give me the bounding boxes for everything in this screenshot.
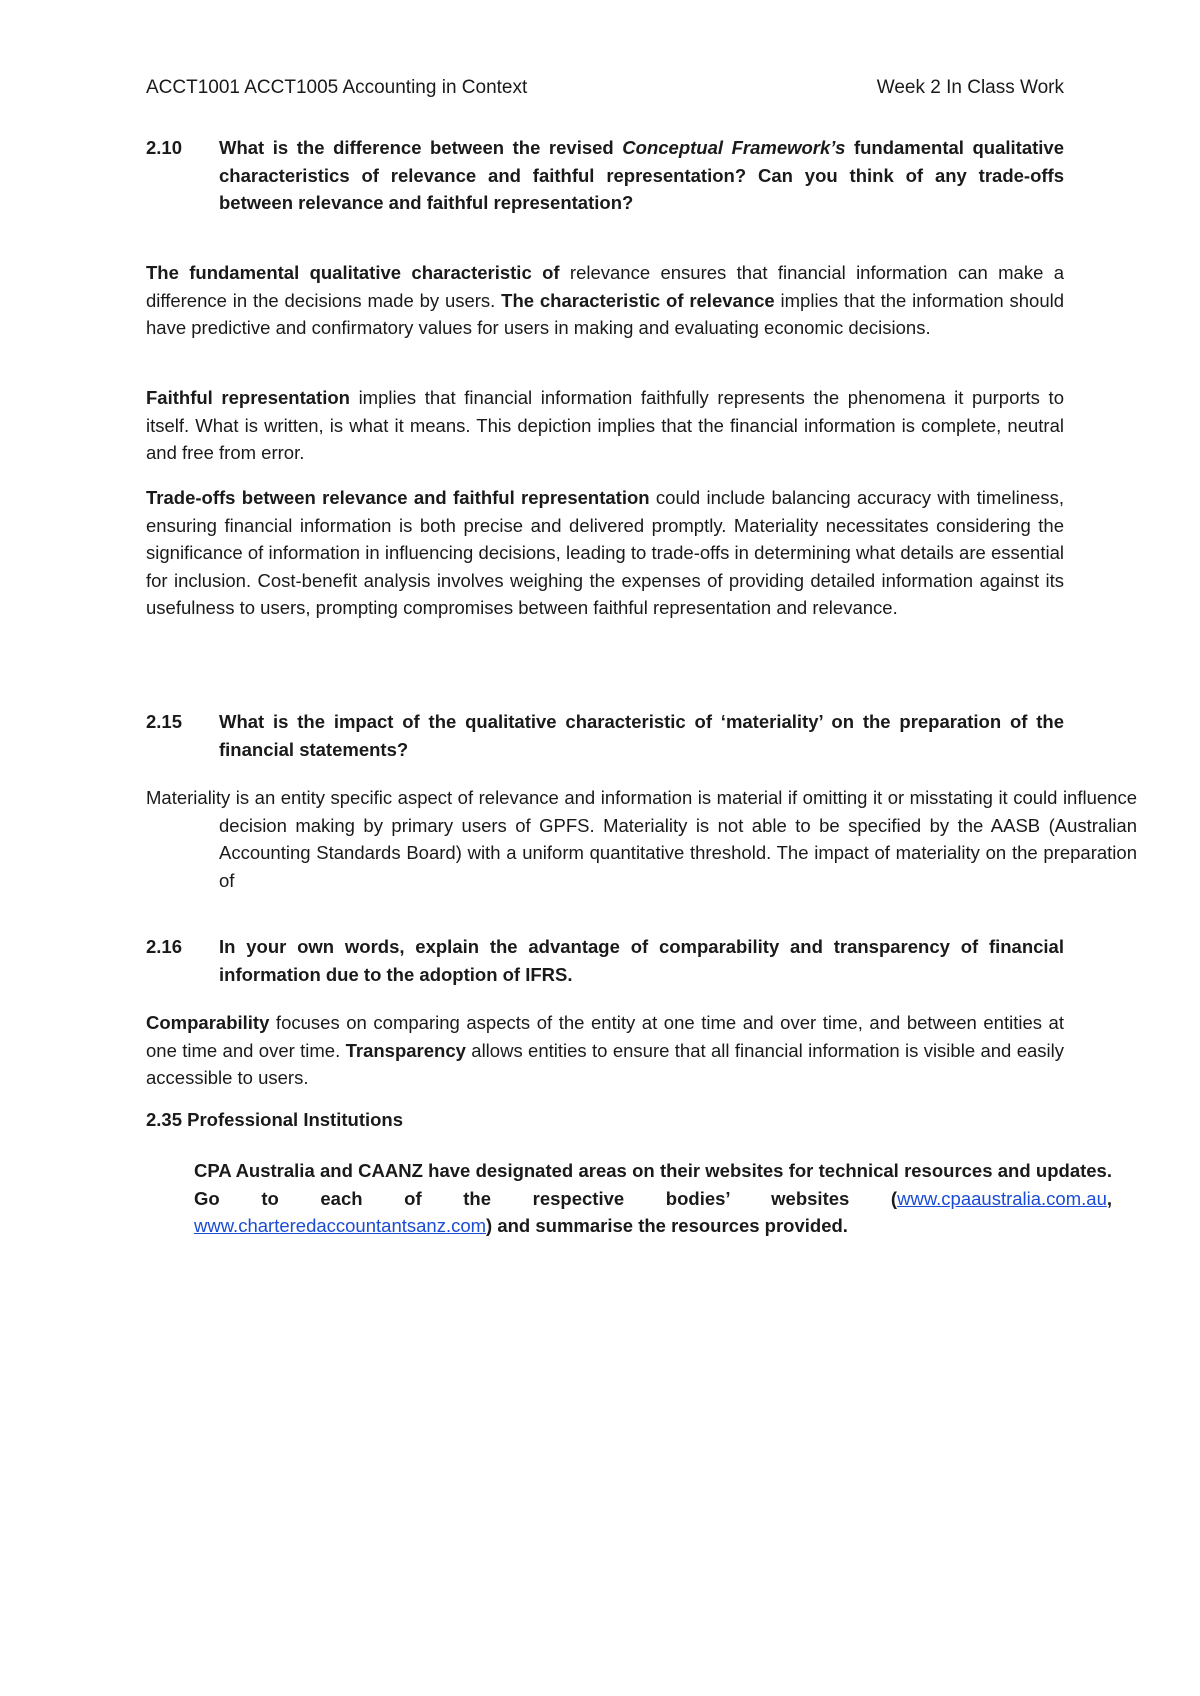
answer-2-10-relevance: The fundamental qualitative characteristic of relevance ensures that financial information can make a difference in the decisions made by users. The characteristic of relevance implies that the information should have predictive and confirmatory values for users in making and evaluating economic decisions. [146,262,1065,338]
answer-2-10-tradeoffs: Trade-offs between relevance and faithful representation could include balancing accuracy with timeliness, ensuring financial information is both precise and delivered promptly. Materiality necessitates considering the significance of information in influencing decisions, leading to trade-offs in determining what details are essential for inclusion. Cost-benefit analysis involves weighing the expenses of providing detailed information against its usefulness to users, prompting compromises between faithful representation and relevance. [146,487,1064,618]
header-week-label: Week 2 In Class Work [876,77,1064,98]
running-header [146,76,1064,100]
question-2-15 [146,708,1064,763]
question-text: What is the impact of the qualitative characteristic of ‘materiality’ on the preparation of the financial statements? [219,711,1064,760]
answer-2-10-faithful: Faithful representation implies that financial information faithfully represents the phenomena it purports to itself. What is written, is what it means. This depiction implies that the financial information is complete, neutral and free from error. [146,387,1064,463]
cpa-australia-link[interactable]: www.cpaaustralia.com.au [897,1187,1107,1209]
question-2-16 [146,933,1064,988]
question-2-35-heading: 2.35 Professional Institutions [146,1109,404,1130]
question-2-35-text: CPA Australia and CAANZ have designated areas on their websites for technical resources and updates. Go to each of the respective bodies’ websites (www.cpaaustralia.com.au, www.charteredaccountantsanz.com) and summarise the resources provided. [194,1160,1112,1236]
answer-2-15: Materiality is an entity specific aspect of relevance and information is material if omitting it or misstating it could influence decision making by primary users of GPFS. Materiality is not able to be specified by the AASB (Australian Accounting Standards Board) with a uniform quantitative threshold. The impact of materiality on the preparation of [146,787,1137,891]
caanz-link[interactable]: www.charteredaccountantsanz.com [194,1215,487,1236]
question-text: What is the difference between the revised Conceptual Framework’s fundamental qualitative characteristics of relevance and faithful representation? Can you think of any trade-offs between relevance and faithful representation? [219,137,1064,213]
header-course-title: ACCT1001 ACCT1005 Accounting in Context [146,77,528,98]
question-number: 2.16 [146,936,183,957]
question-2-10 [146,134,1064,217]
answer-2-16: Comparability focuses on comparing aspects of the entity at one time and over time, and between entities at one time and over time. Transparency allows entities to ensure that all financial information is visible and easily accessible to users. [146,1012,1065,1088]
question-number: 2.15 [146,711,183,732]
question-text: In your own words, explain the advantage of comparability and transparency of financial information due to the adoption of IFRS. [219,936,1064,985]
question-number: 2.10 [146,137,183,158]
